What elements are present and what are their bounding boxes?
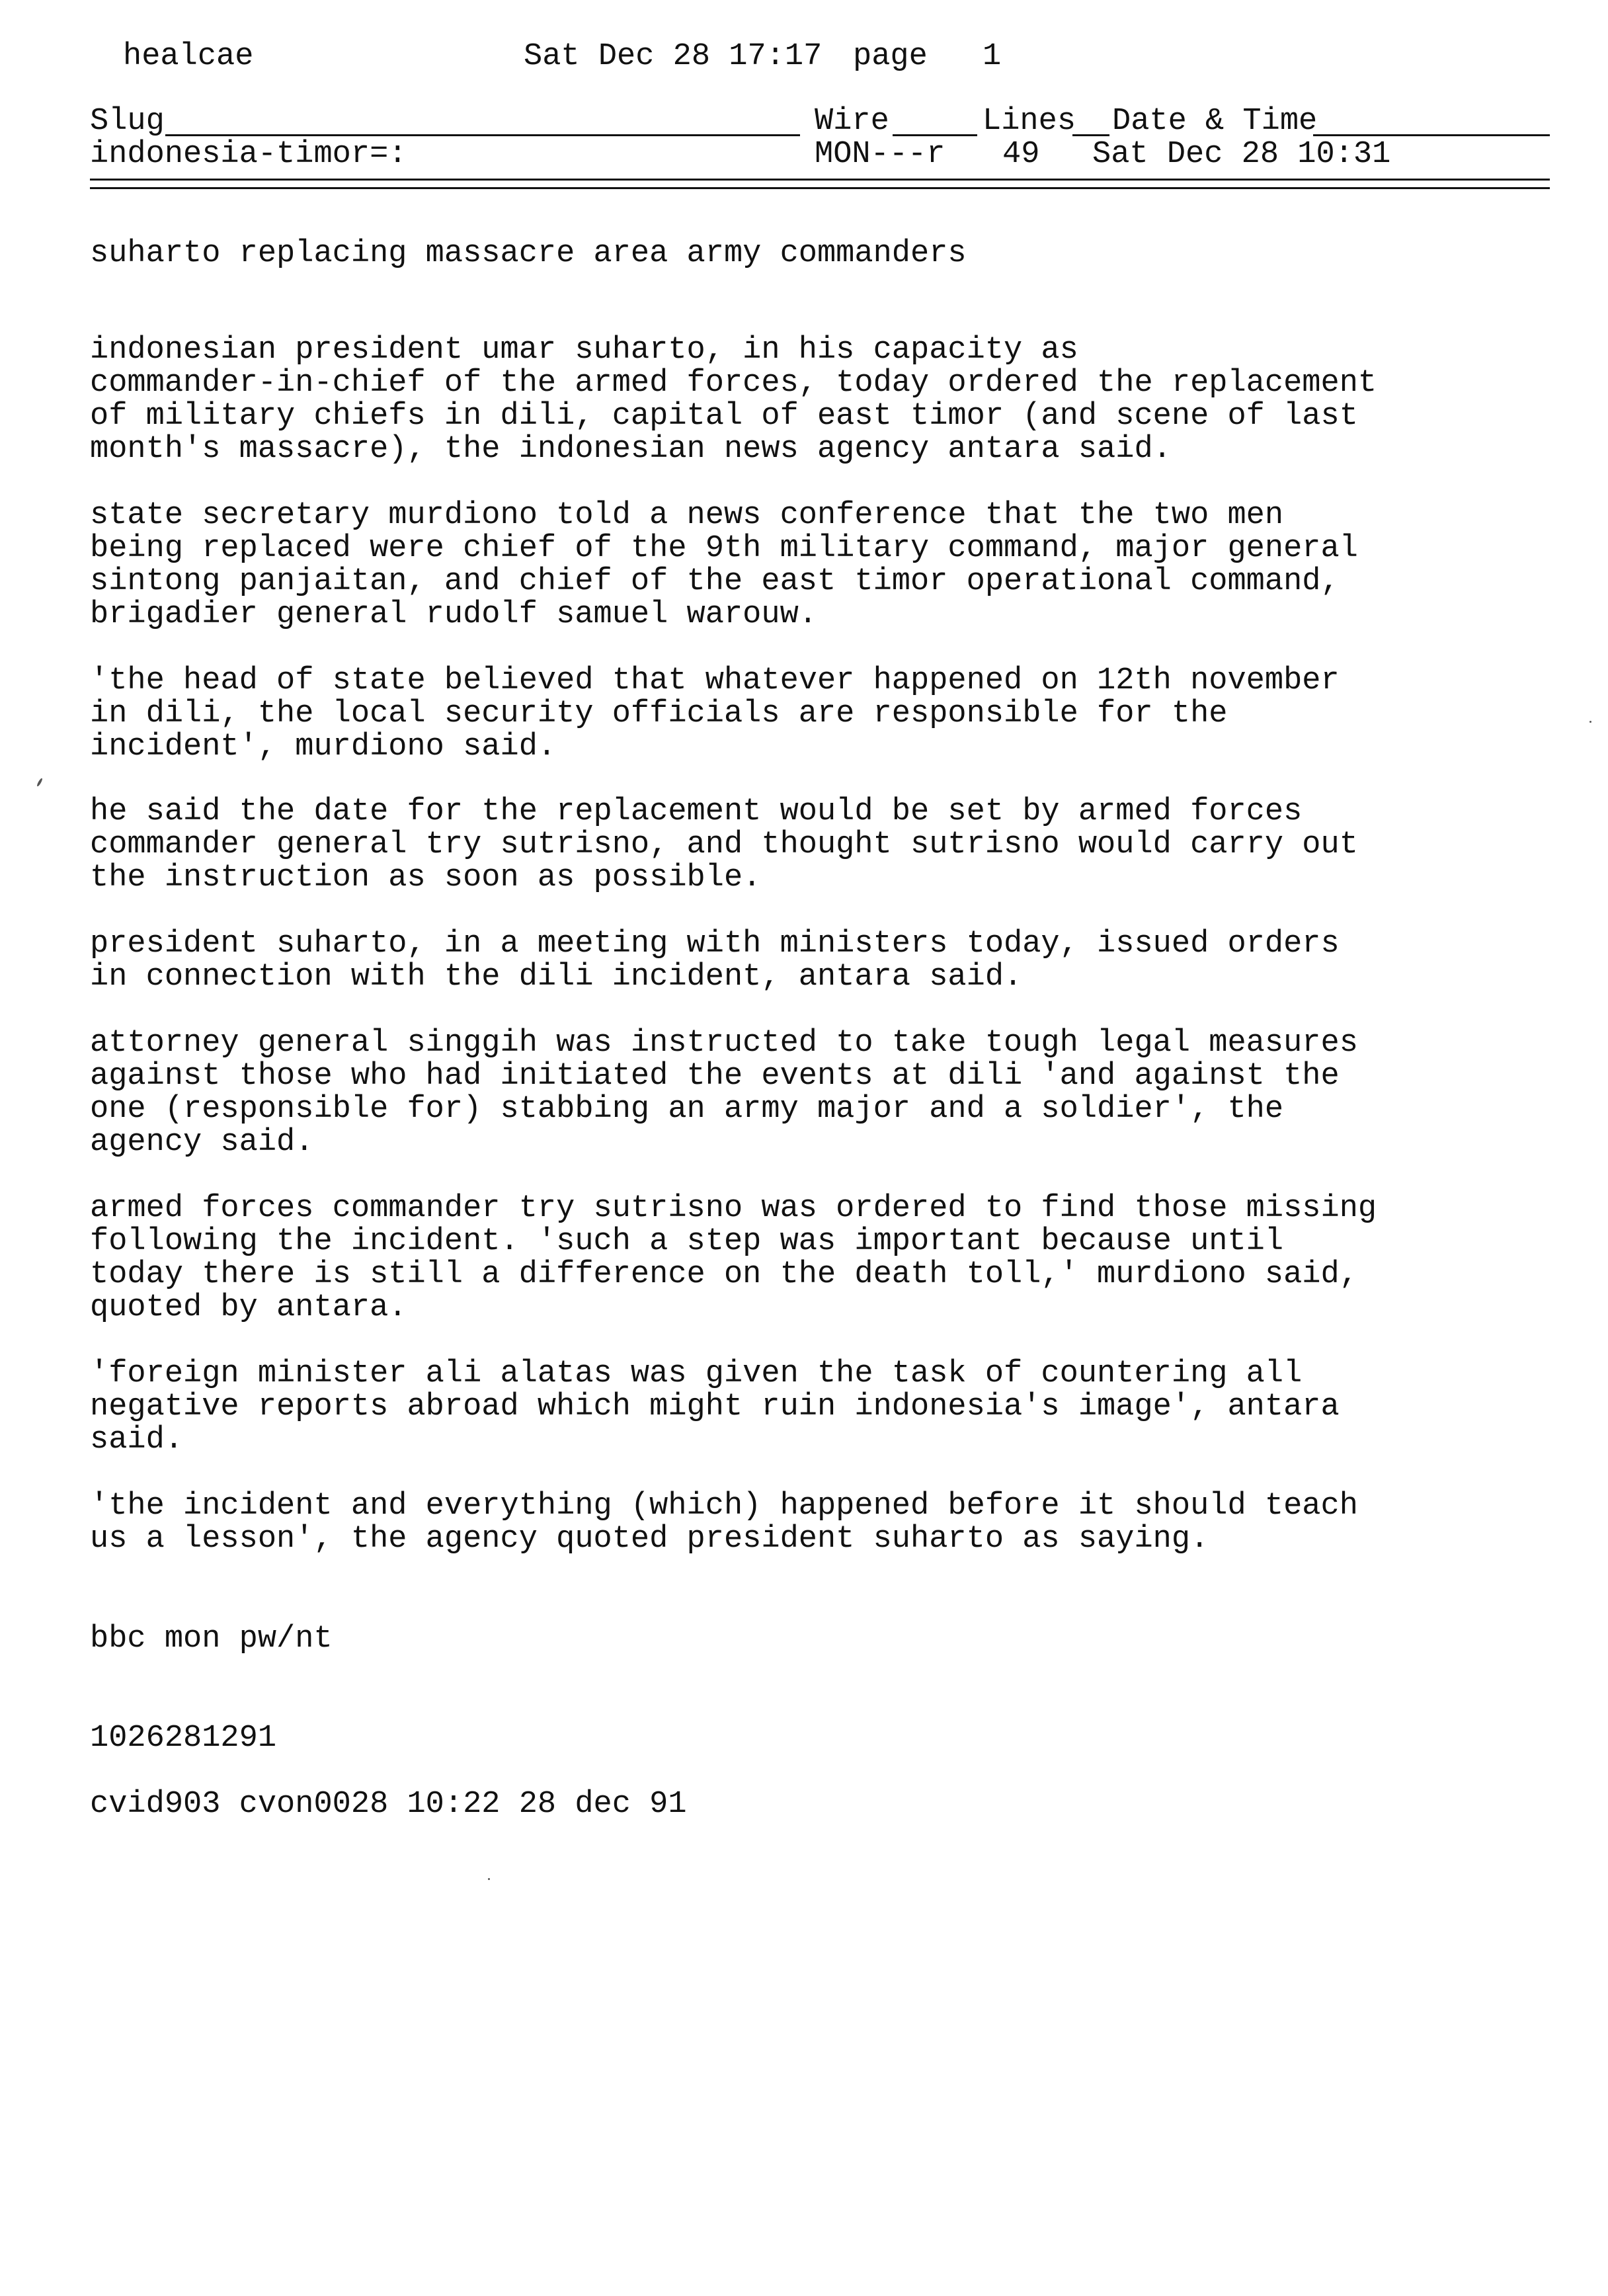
header-separator bbox=[90, 179, 1550, 189]
scan-speck bbox=[488, 1878, 490, 1880]
footer-credit: bbc mon pw/nt bbox=[90, 1621, 333, 1657]
story-paragraph-3: 'the head of state believed that whatever happened on 12th november in dili, the local security officials are responsible for the incident', murdiono said. bbox=[90, 663, 1340, 764]
story-paragraph-5: president suharto, in a meeting with ministers today, issued orders in connection with the dili incident, antara said. bbox=[90, 926, 1340, 995]
story-paragraph-1: indonesian president umar suharto, in his capacity as commander-in-chief of the armed forces, today ordered the replacement of military chiefs in dili, capital of east timor (and scene of last month's massacre), the indonesian news agency antara said. bbox=[90, 333, 1377, 467]
story-paragraph-6: attorney general singgih was instructed to take tough legal measures against those who had initiated the events at dili 'and against the one (responsible for) stabbing an army major and a soldier', the agency said. bbox=[90, 1026, 1358, 1160]
story-paragraph-7: armed forces commander try sutrisno was ordered to find those missing following the incident. 'such a step was important because until today there is still a difference on the death toll,' murdiono said, quoted by antara. bbox=[90, 1191, 1377, 1325]
story-paragraph-8: 'foreign minister ali alatas was given the task of countering all negative reports abroad which might ruin indonesia's image', antara said. bbox=[90, 1356, 1340, 1457]
lines-label: Lines bbox=[983, 104, 1076, 139]
date-time-value: Sat Dec 28 10:31 bbox=[1092, 137, 1391, 172]
story-paragraph-4: he said the date for the replacement would be set by armed forces commander general try sutrisno, and thought sutrisno would carry out the instruction as soon as possible. bbox=[90, 794, 1358, 895]
wire-label: Wire bbox=[815, 104, 889, 139]
story-headline: suharto replacing massacre area army commanders bbox=[90, 236, 967, 271]
scan-speck bbox=[36, 778, 43, 787]
scan-speck bbox=[1589, 721, 1591, 723]
footer-control-line: cvid903 cvon0028 10:22 28 dec 91 bbox=[90, 1787, 687, 1822]
story-paragraph-9: 'the incident and everything (which) happened before it should teach us a lesson', the agency quoted president suharto as saying. bbox=[90, 1489, 1358, 1557]
header-datetime: Sat Dec 28 17:17 bbox=[524, 39, 823, 74]
header-page-number: 1 bbox=[983, 39, 1002, 74]
date-time-label: Date & Time bbox=[1112, 104, 1318, 139]
header-page-label: page bbox=[853, 39, 928, 74]
date-time-underline bbox=[1313, 134, 1550, 136]
lines-underline bbox=[1072, 134, 1109, 136]
lines-value: 49 bbox=[1002, 137, 1040, 172]
header-user: healcae bbox=[123, 39, 254, 74]
story-paragraph-2: state secretary murdiono told a news conference that the two men being replaced were chief of the 9th military command, major general sintong panjaitan, and chief of the east timor operational command, brigadier general rudolf samuel warouw. bbox=[90, 498, 1358, 632]
slug-value: indonesia-timor=: bbox=[90, 137, 407, 172]
slug-underline bbox=[165, 134, 800, 136]
slug-label: Slug bbox=[90, 104, 165, 139]
footer-id-number: 1026281291 bbox=[90, 1721, 277, 1756]
wire-value: MON---r bbox=[815, 137, 945, 172]
wire-underline bbox=[893, 134, 977, 136]
